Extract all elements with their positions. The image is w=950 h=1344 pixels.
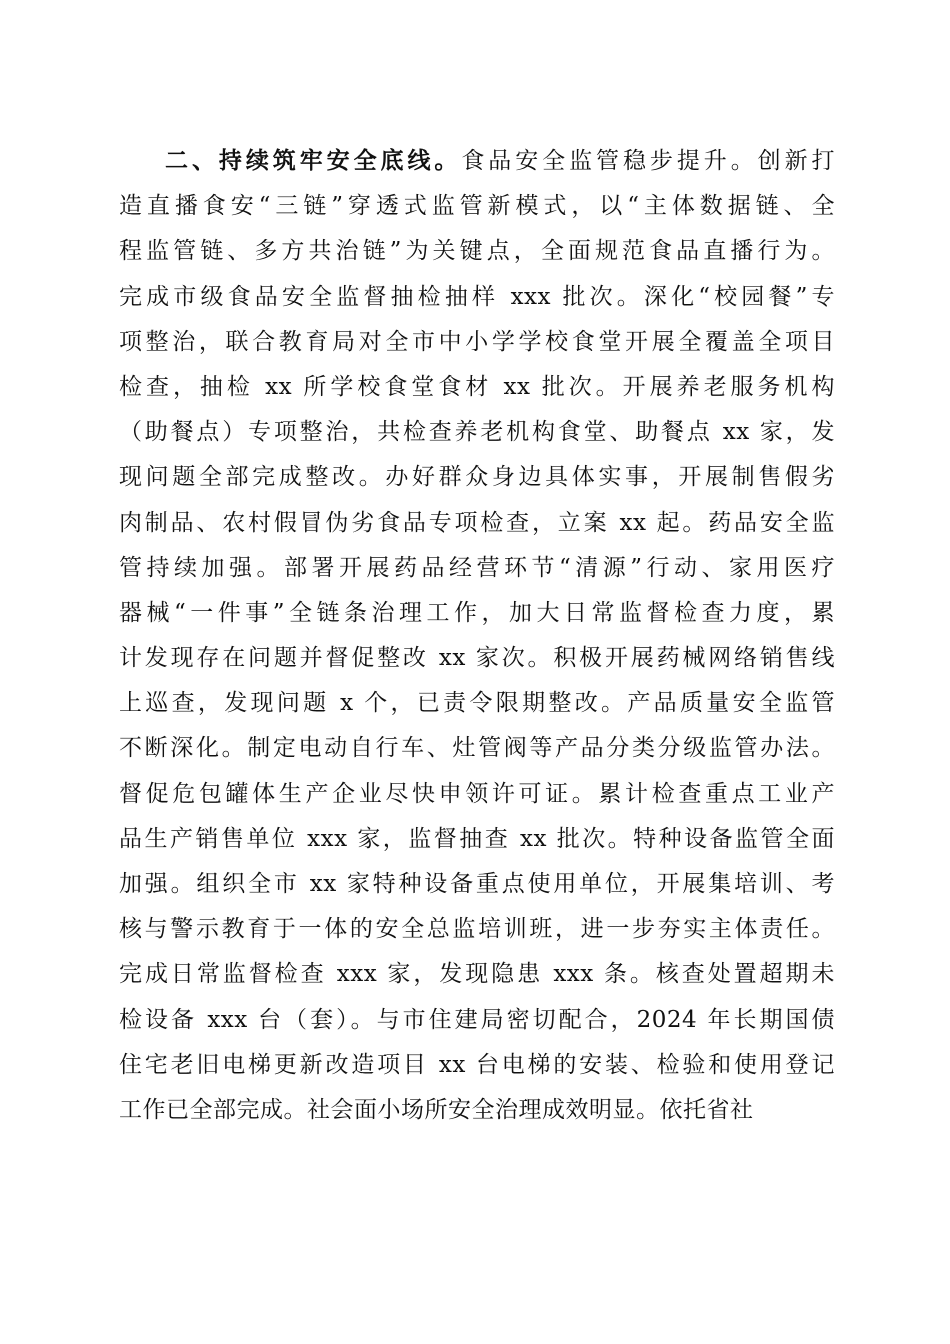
paragraph-line-10: 管持续加强。部署开展药品经营环节“清源”行动、家用医疗 <box>119 554 835 581</box>
paragraph-line-11: 器械“一件事”全链条治理工作，加大日常监督检查力度，累 <box>119 599 835 626</box>
paragraph-line-18: 核与警示教育于一体的安全总监培训班，进一步夯实主体责任。 <box>119 916 835 943</box>
paragraph-line-7: （助餐点）专项整治，共检查养老机构食堂、助餐点 xx 家，发 <box>119 419 835 446</box>
paragraph-line-6: 检查，抽检 xx 所学校食堂食材 xx 批次。开展养老服务机构 <box>119 373 835 400</box>
paragraph-line-17: 加强。组织全市 xx 家特种设备重点使用单位，开展集培训、考 <box>119 871 835 897</box>
paragraph-line-13: 上巡查，发现问题 x 个，已责令限期整改。产品质量安全监管 <box>119 690 835 717</box>
paragraph-line-4: 完成市级食品安全监督抽检抽样 xxx 批次。深化“校园餐”专 <box>119 283 835 310</box>
paragraph-line-14: 不断深化。制定电动自行车、灶管阀等产品分类分级监管办法。 <box>119 735 835 762</box>
paragraph-line-1 <box>119 139 835 184</box>
paragraph-line-20: 检设备 xxx 台（套）。与市住建局密切配合，2024 年长期国债 <box>119 1006 835 1033</box>
paragraph-line-2: 造直播食安“三链”穿透式监管新模式，以“主体数据链、全 <box>119 193 835 220</box>
paragraph-line-15: 督促危包罐体生产企业尽快申领许可证。累计检查重点工业产 <box>119 780 835 807</box>
section-heading: 二、持续筑牢安全底线。 <box>165 148 462 174</box>
paragraph-line-22: 工作已全部完成。社会面小场所安全治理成效明显。依托省社 <box>119 1096 754 1123</box>
paragraph-line-19: 完成日常监督检查 xxx 家，发现隐患 xxx 条。核查处置超期未 <box>119 961 835 988</box>
paragraph-line-5: 项整治，联合教育局对全市中小学学校食堂开展全覆盖全项目 <box>119 328 835 355</box>
body-paragraph <box>119 139 835 1133</box>
paragraph-line-12: 计发现存在问题并督促整改 xx 家次。积极开展药械网络销售线 <box>119 645 835 672</box>
line-text: 食品安全监管稳步提升。创新打 <box>461 148 835 174</box>
paragraph-line-9: 肉制品、农村假冒伪劣食品专项检查，立案 xx 起。药品安全监 <box>119 509 835 536</box>
paragraph-line-8: 现问题全部完成整改。办好群众身边具体实事，开展制售假劣 <box>119 464 835 491</box>
paragraph-line-21: 住宅老旧电梯更新改造项目 xx 台电梯的安装、检验和使用登记 <box>119 1051 835 1078</box>
paragraph-line-16: 品生产销售单位 xxx 家，监督抽查 xx 批次。特种设备监管全面 <box>119 825 835 852</box>
paragraph-line-3: 程监管链、多方共治链”为关键点，全面规范食品直播行为。 <box>119 238 835 265</box>
